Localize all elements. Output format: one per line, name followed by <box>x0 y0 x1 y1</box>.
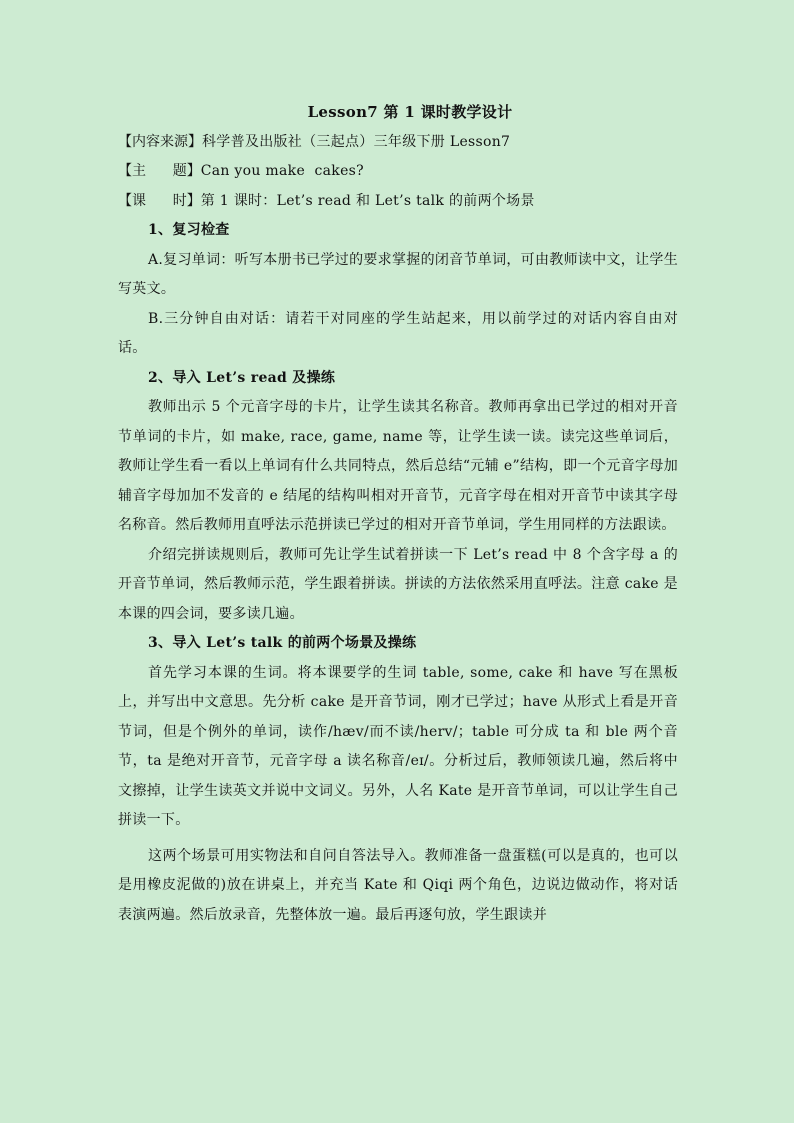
meta-value: Can you make cakes? <box>200 163 364 179</box>
paragraph: 教师出示 5 个元音字母的卡片，让学生读其名称音。教师再拿出已学过的相对开音节单词的卡片，如 make, race, game, name 等，让学生读一读。读完这些单词后，教师让学生看一看以上单词有什么共同特点，然后总结“元辅 e”结构，即一个元音字母加辅音字母加加不发音的 e 结尾的结构叫相对开音节，元音字母在相对开音节中读其字母名称音。然后教师用直呼法示范拼读已学过的相对开音节单词，学生用同样的方法跟读。 <box>118 399 678 533</box>
meta-label: 【课 时】 <box>118 192 201 209</box>
section-heading: 2、导入 Let’s read 及操练 <box>148 369 336 386</box>
meta-value: 科学普及出版社（三起点）三年级下册 Lesson7 <box>202 133 511 150</box>
section-heading: 1、复习检查 <box>148 222 230 238</box>
section-heading: 3、导入 Let’s talk 的前两个场景及操练 <box>148 635 417 651</box>
document-title: Lesson7 第 1 课时教学设计 <box>307 103 513 121</box>
meta-value: 第 1 课时：Let’s read 和 Let’s talk 的前两个场景 <box>200 192 535 209</box>
lesson-plan <box>118 98 678 930</box>
paragraph: 介绍完拼读规则后，教师可先让学生试着拼读一下 Let’s read 中 8 个含字母 a 的开音节单词，然后教师示范，学生跟着拼读。拼读的方法依然采用直呼法。注意 cake 是本课的四会词，要多读几遍。 <box>118 546 678 622</box>
meta-label: 【主 题】 <box>118 163 201 179</box>
meta-period <box>118 187 678 217</box>
paragraph: A.复习单词：听写本册书已学过的要求掌握的闭音节单词，可由教师读中文，让学生写英文。 <box>118 251 678 297</box>
meta-topic <box>118 157 678 187</box>
paragraph: B.三分钟自由对话：请若干对同座的学生站起来，用以前学过的对话内容自由对话。 <box>118 310 678 356</box>
meta-source <box>118 128 678 158</box>
paragraph: 首先学习本课的生词。将本课要学的生词 table, some, cake 和 have 写在黑板上，并写出中文意思。先分析 cake 是开音节词，刚才已学过；have 从形式上看是开音节词，但是个例外的单词，读作/hæv/而不读/herv/；table 可分成 ta 和 ble 两个音节，ta 是绝对开音节，元音字母 a 读名称音/eɪ/。分析过后，教师领读几遍，然后将中文擦掉，让学生读英文并说中文词义。另外，人名 Kate 是开音节单词，可以让学生自己拼读一下。 <box>118 664 678 828</box>
meta-label: 【内容来源】 <box>118 133 202 150</box>
paragraph: 这两个场景可用实物法和自问自答法导入。教师准备一盘蛋糕(可以是真的，也可以是用橡皮泥做的)放在讲桌上，并充当 Kate 和 Qiqi 两个角色，边说边做动作，将对话表演两遍。然后放录音，先整体放一遍。最后再逐句放，学生跟读并 <box>118 847 678 923</box>
